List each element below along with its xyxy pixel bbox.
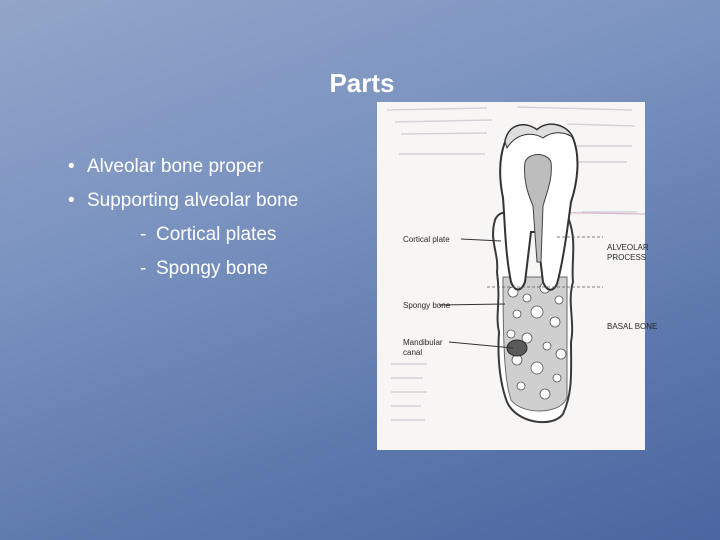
label-alveolar-process-line1: ALVEOLAR: [607, 243, 649, 252]
bullet-item: [68, 184, 368, 218]
bullet-glyph: •: [68, 190, 75, 211]
label-alveolar-process-line2: PROCESS: [607, 253, 647, 262]
tooth-diagram: [377, 102, 658, 450]
label-basal-bone: BASAL BONE: [607, 322, 658, 331]
bullet-text: Supporting alveolar bone: [87, 190, 299, 211]
slide-title: [0, 68, 720, 99]
bullet-list: [68, 150, 368, 286]
label-mandibular-canal-line2: canal: [403, 348, 423, 357]
tooth-diagram-figure: [377, 102, 658, 450]
sub-bullet-item: [68, 218, 368, 252]
slide-title-text: Parts: [329, 68, 395, 98]
sub-bullet-glyph: -: [140, 258, 147, 279]
label-cortical-plate: Cortical plate: [403, 235, 450, 244]
label-mandibular-canal-line1: Mandibular: [403, 338, 443, 347]
sub-bullet-text: Spongy bone: [156, 258, 268, 279]
bullet-glyph: •: [68, 156, 75, 177]
bullet-text: Alveolar bone proper: [87, 156, 264, 177]
sub-bullet-glyph: -: [140, 224, 147, 245]
sub-bullet-item: [68, 252, 368, 286]
label-spongy-bone: Spongy bone: [403, 301, 451, 310]
sub-bullet-text: Cortical plates: [156, 224, 277, 245]
bullet-item: [68, 150, 368, 184]
